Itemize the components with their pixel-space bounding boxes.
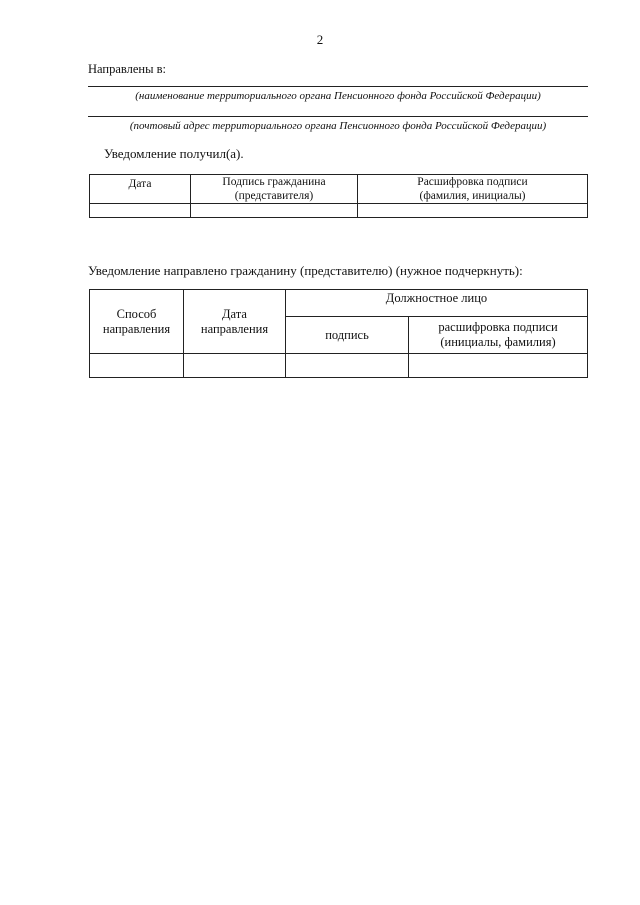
cell-dispatch-date (184, 354, 286, 378)
cell-dispatch-method (90, 354, 184, 378)
sent-to-label: Направлены в: (88, 62, 167, 76)
header-official-decoding: расшифровка подписи (инициалы, фамилия) (409, 317, 588, 354)
receipt-table (89, 174, 588, 218)
cell-official-signature (286, 354, 409, 378)
cell-official-decoding (409, 354, 588, 378)
header-dispatch-date: Дата направления (184, 290, 286, 354)
receipt-table-row (90, 204, 588, 218)
header-signature-decoding: Расшифровка подписи (фамилия, инициалы) (358, 175, 588, 204)
recipient-name-line (88, 86, 588, 87)
header-signature: Подпись гражданина (представителя) (191, 175, 358, 204)
sent-to-citizen-label: Уведомление направлено гражданину (представителю) (нужное подчеркнуть): (88, 263, 523, 278)
recipient-address-line (88, 116, 588, 117)
dispatch-table (89, 289, 588, 378)
recipient-address-caption: (почтовый адрес территориального органа Пенсионного фонда Российской Федерации) (129, 120, 547, 132)
header-date: Дата (90, 175, 191, 204)
recipient-name-caption: (наименование территориального органа Пенсионного фонда Российской Федерации) (135, 90, 541, 102)
cell-signature-decoding (358, 204, 588, 218)
header-official: Должностное лицо (286, 290, 588, 317)
header-dispatch-method: Способ направления (90, 290, 184, 354)
receipt-table-header (90, 175, 588, 204)
dispatch-table-row (90, 354, 588, 378)
cell-signature (191, 204, 358, 218)
dispatch-table-header-row1 (90, 290, 588, 317)
cell-date (90, 204, 191, 218)
header-official-signature: подпись (286, 317, 409, 354)
received-label: Уведомление получил(а). (104, 146, 244, 161)
page-number: 2 (316, 32, 324, 47)
